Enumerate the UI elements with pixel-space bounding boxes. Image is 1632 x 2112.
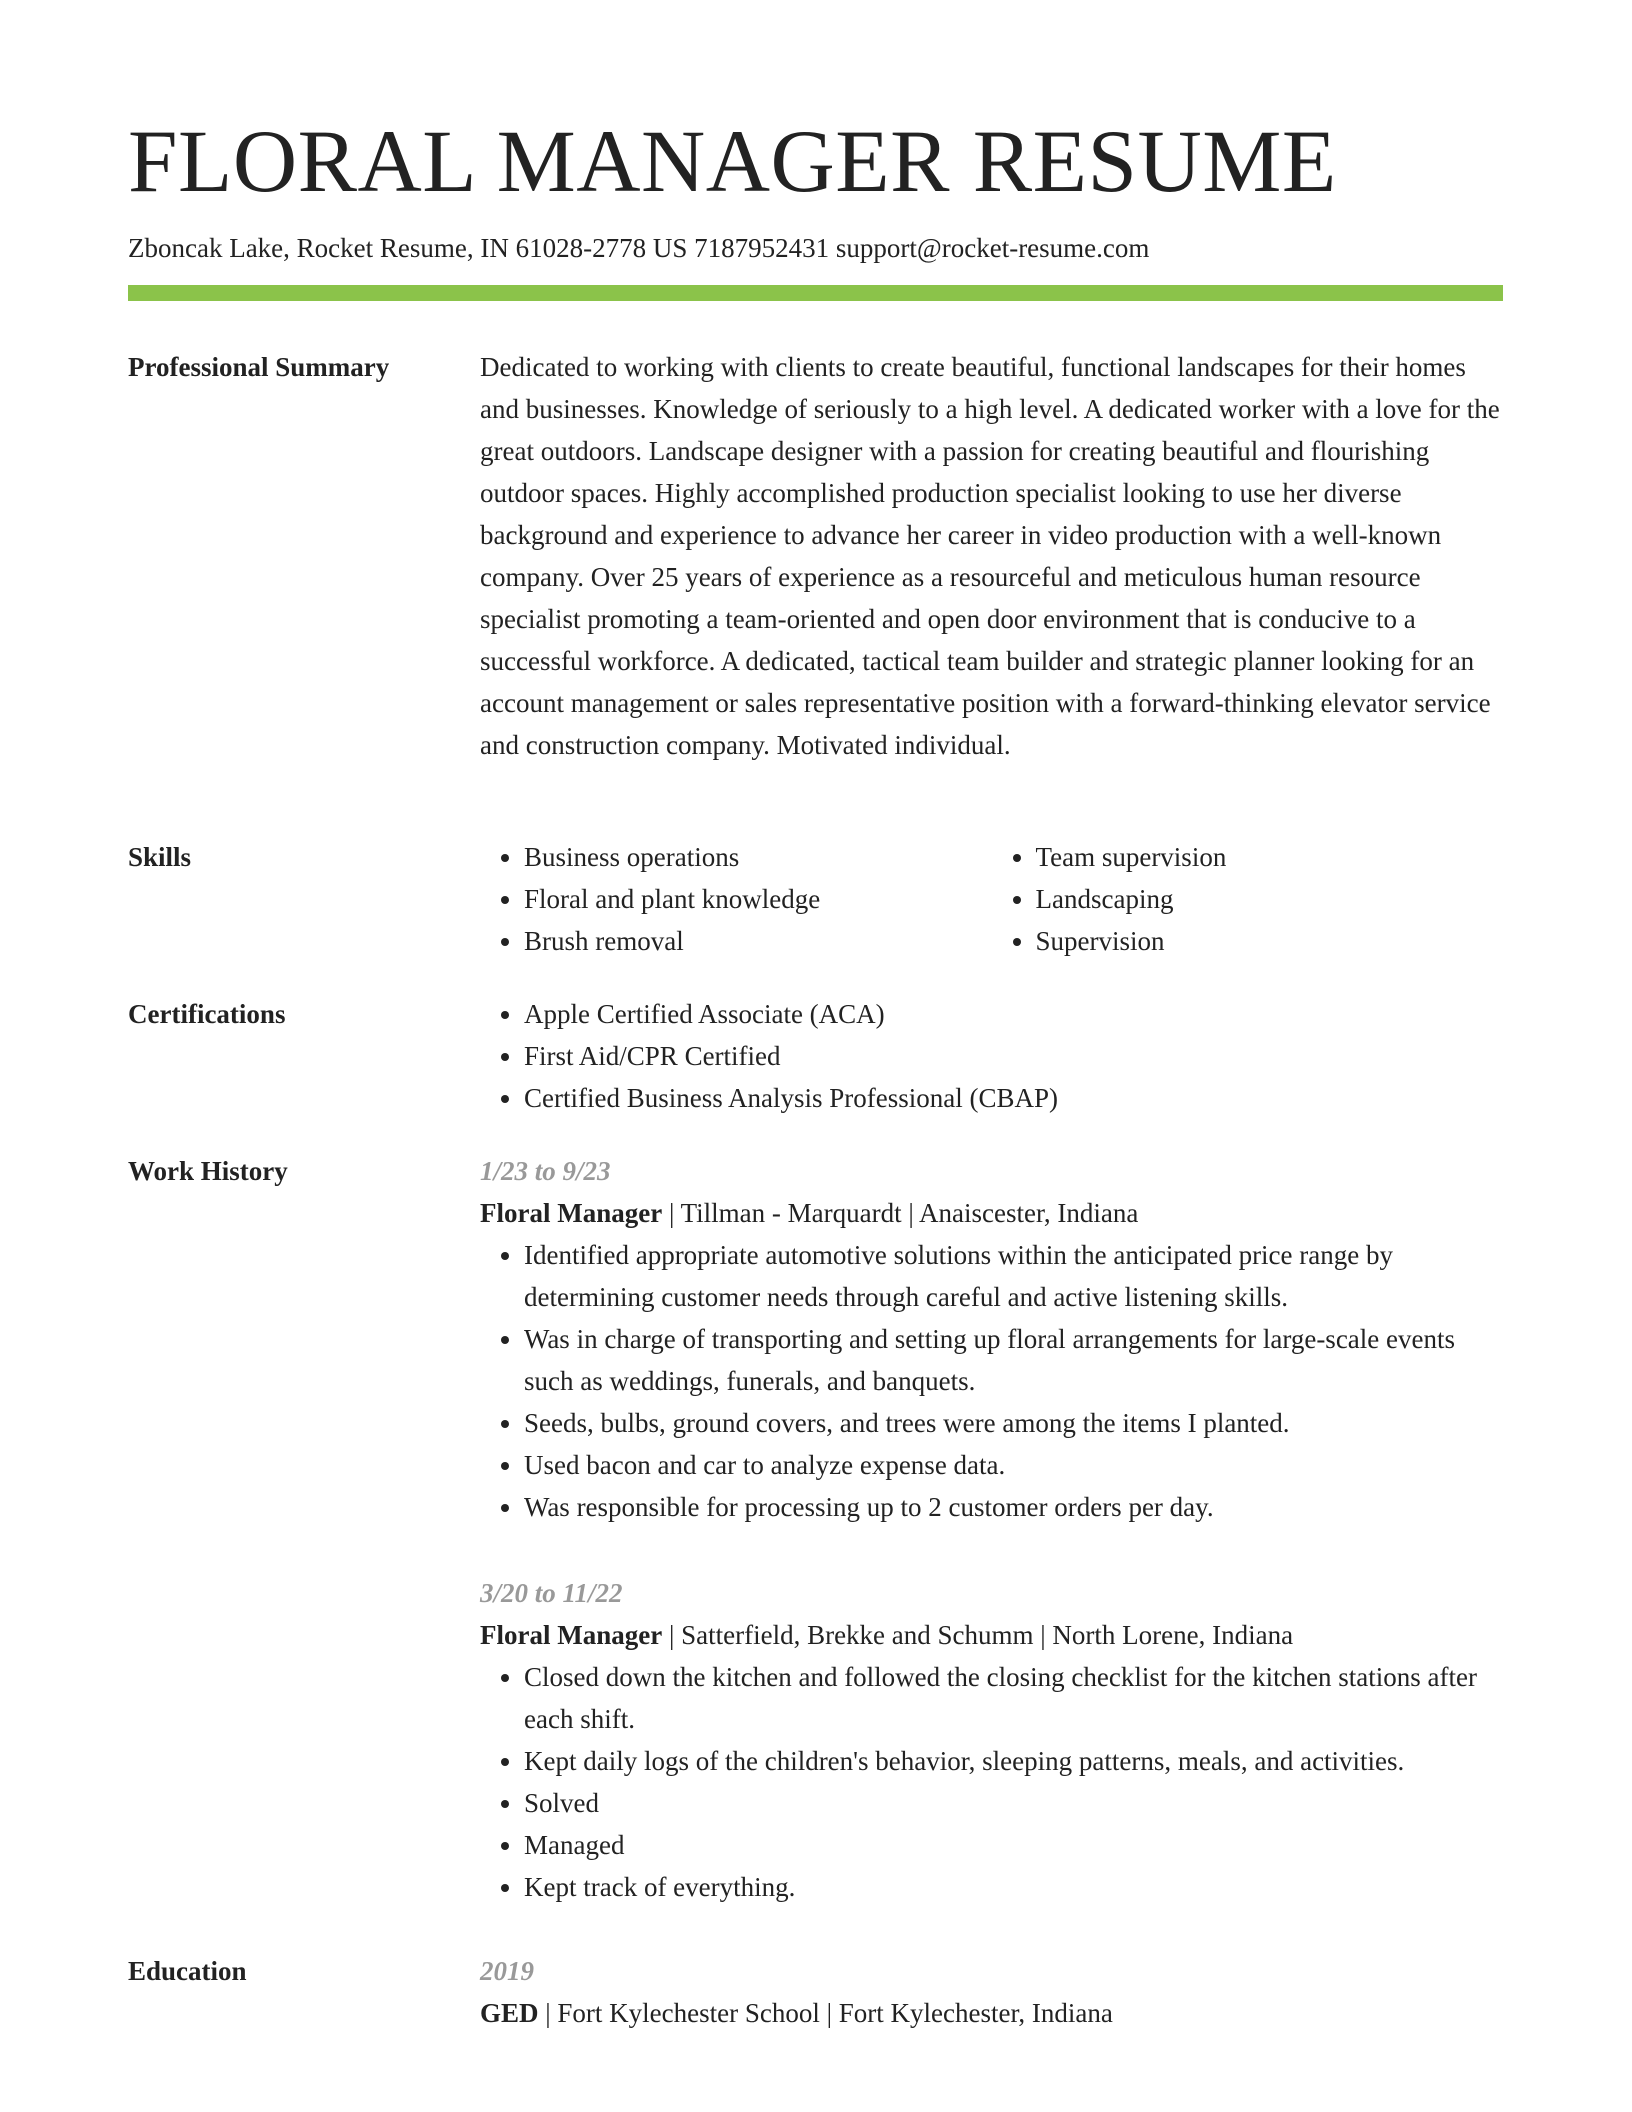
job-bullet: • Identified appropriate automotive solutions within the anticipated price range by determining customer needs through careful and active listening skills. xyxy=(524,1234,1503,1318)
job-details: | Satterfield, Brekke and Schumm | North Lorene, Indiana xyxy=(662,1620,1294,1650)
job-entry xyxy=(480,1572,1503,1908)
education-heading-line xyxy=(480,1992,1503,2034)
job-heading xyxy=(480,1614,1503,1656)
education-details: | Fort Kylechester School | Fort Kylechester, Indiana xyxy=(538,1998,1113,2028)
summary-text: Dedicated to working with clients to create beautiful, functional landscapes for their homes and businesses. Knowledge of seriously to a high level. A dedicated worker with a love for the great outdoors. Landscape designer with a passion for creating beautiful and flourishing outdoor spaces. Highly accomplished production specialist looking to use her diverse background and experience to advance her career in video production with a well-known company. Over 25 years of experience as a resourceful and meticulous human resource specialist promoting a team-oriented and open door environment that is conducive to a successful workforce. A dedicated, tactical team builder and strategic planner looking for an account management or sales representative position with a forward-thinking elevator service and construction company. Motivated individual. xyxy=(480,352,1500,760)
education-degree: GED xyxy=(480,1998,539,2028)
job-dates: 1/23 to 9/23 xyxy=(480,1156,611,1186)
skill-item: • Landscaping xyxy=(1036,878,1504,920)
skills-list-right xyxy=(992,836,1504,962)
skills-heading: Skills xyxy=(128,842,192,872)
summary-heading: Professional Summary xyxy=(128,352,390,382)
contact-line: Zboncak Lake, Rocket Resume, IN 61028-2778 US 7187952431 support@rocket-resume.com xyxy=(128,233,1150,263)
job-title: Floral Manager xyxy=(480,1620,663,1650)
job-bullet: • Closed down the kitchen and followed the closing checklist for the kitchen stations after each shift. xyxy=(524,1656,1503,1740)
job-title: Floral Manager xyxy=(480,1198,663,1228)
job-entry xyxy=(480,1150,1503,1528)
education-date: 2019 xyxy=(480,1956,534,1986)
skill-item: • Brush removal xyxy=(524,920,992,962)
skill-item: • Team supervision xyxy=(1036,836,1504,878)
certification-item: • First Aid/CPR Certified xyxy=(524,1035,1503,1077)
certification-item: • Apple Certified Associate (ACA) xyxy=(524,993,1503,1035)
job-bullets xyxy=(480,1234,1503,1528)
job-bullet: • Seeds, bulbs, ground covers, and trees were among the items I planted. xyxy=(524,1402,1503,1444)
job-bullet: • Kept track of everything. xyxy=(524,1866,1503,1908)
job-details: | Tillman - Marquardt | Anaiscester, Indiana xyxy=(662,1198,1139,1228)
job-bullet: • Kept daily logs of the children's behavior, sleeping patterns, meals, and activities. xyxy=(524,1740,1503,1782)
certifications-list xyxy=(480,993,1503,1119)
header-divider xyxy=(128,285,1503,301)
job-heading xyxy=(480,1192,1503,1234)
job-bullet: • Solved xyxy=(524,1782,1503,1824)
job-bullet: • Was responsible for processing up to 2 customer orders per day. xyxy=(524,1486,1503,1528)
certification-item: • Certified Business Analysis Professional (CBAP) xyxy=(524,1077,1503,1119)
job-dates: 3/20 to 11/22 xyxy=(480,1578,623,1608)
skill-item: • Floral and plant knowledge xyxy=(524,878,992,920)
job-bullet: • Was in charge of transporting and setting up floral arrangements for large-scale events such as weddings, funerals, and banquets. xyxy=(524,1318,1503,1402)
job-bullets xyxy=(480,1656,1503,1908)
resume-title: FLORAL MANAGER RESUME xyxy=(128,113,1337,211)
skill-item: • Supervision xyxy=(1036,920,1504,962)
job-bullet: • Used bacon and car to analyze expense data. xyxy=(524,1444,1503,1486)
work-history-heading: Work History xyxy=(128,1156,288,1186)
education-heading: Education xyxy=(128,1956,247,1986)
job-bullet: • Managed xyxy=(524,1824,1503,1866)
skill-item: • Business operations xyxy=(524,836,992,878)
certifications-heading: Certifications xyxy=(128,999,286,1029)
skills-list-left xyxy=(480,836,992,962)
